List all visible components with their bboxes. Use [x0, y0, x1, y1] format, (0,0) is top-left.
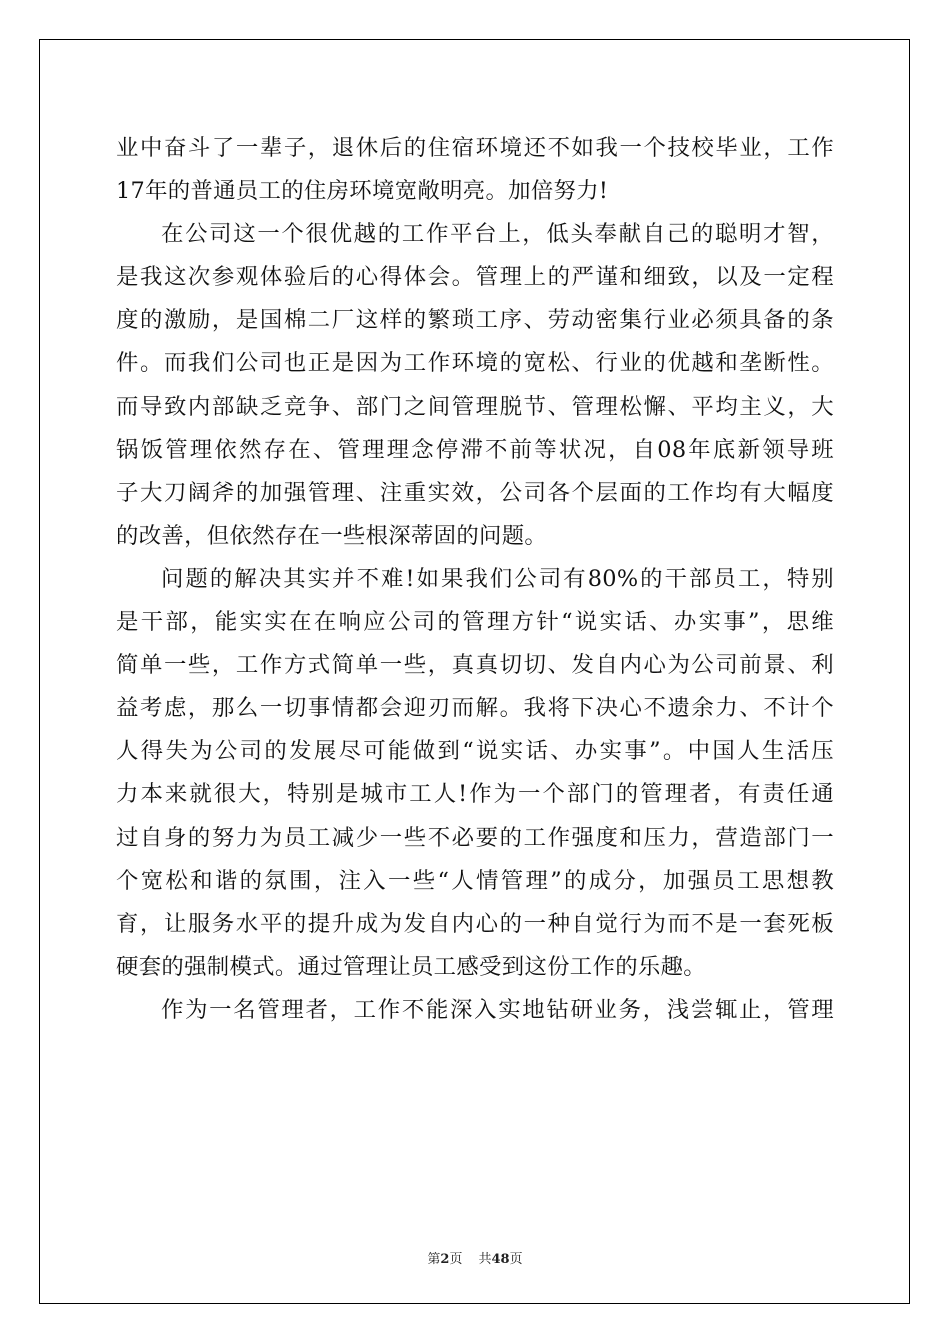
text-line: 作为一名管理者，工作不能深入实地钻研业务，浅尝辄止，管理 — [161, 996, 834, 1023]
text-line: 硬套的强制模式。通过管理让员工感受到这份工作的乐趣。 — [116, 953, 706, 980]
text-line: 17年的普通员工的住房环境宽敞明亮。加倍努力! — [116, 178, 609, 205]
page-footer — [0, 1248, 950, 1267]
text-line: 业中奋斗了一辈子，退休后的住宿环境还不如我一个技校毕业，工作 — [116, 135, 834, 161]
footer-total-pages: 48 — [491, 1252, 510, 1267]
text-line: 是我这次参观体验后的心得体会。管理上的严谨和细致，以及一定程 — [116, 264, 834, 291]
text-line: 在公司这一个很优越的工作平台上，低头奉献自己的聪明才智， — [161, 221, 834, 248]
text-line: 子大刀阔斧的加强管理、注重实效，公司各个层面的工作均有大幅度 — [116, 479, 834, 506]
footer-page-number: 2 — [440, 1252, 450, 1267]
text-line: 锅饭管理依然存在、管理理念停滞不前等状况，自08年底新领导班 — [116, 436, 834, 463]
document-body — [116, 127, 834, 1032]
text-line: 度的激励，是国棉二厂这样的繁琐工序、劳动密集行业必须具备的条 — [116, 307, 834, 334]
text-line: 力本来就很大，特别是城市工人!作为一个部门的管理者，有责任通 — [116, 781, 834, 808]
text-line: 件。而我们公司也正是因为工作环境的宽松、行业的优越和垄断性。 — [116, 350, 834, 377]
text-line: 问题的解决其实并不难!如果我们公司有80%的干部员工，特别 — [161, 565, 834, 592]
text-line: 的改善，但依然存在一些根深蒂固的问题。 — [116, 522, 548, 549]
footer-total-prefix: 共 — [478, 1252, 492, 1267]
footer-page-prefix: 第 — [427, 1252, 441, 1267]
text-line: 而导致内部缺乏竞争、部门之间管理脱节、管理松懈、平均主义，大 — [116, 393, 834, 420]
text-line: 简单一些，工作方式简单一些，真真切切、发自内心为公司前景、利 — [116, 652, 834, 679]
text-line: 益考虑，那么一切事情都会迎刃而解。我将下决心不遗余力、不计个 — [116, 695, 834, 722]
text-line: 育，让服务水平的提升成为发自内心的一种自觉行为而不是一套死板 — [116, 910, 834, 937]
text-line: 过自身的努力为员工减少一些不必要的工作强度和压力，营造部门一 — [116, 824, 834, 851]
text-line: 个宽松和谐的氛围，注入一些“人情管理”的成分，加强员工思想教 — [116, 867, 834, 894]
footer-page-suffix: 页 — [449, 1252, 463, 1267]
text-line: 是干部，能实实在在响应公司的管理方针“说实话、办实事”，思维 — [116, 609, 834, 636]
text-line: 人得失为公司的发展尽可能做到“说实话、办实事”。中国人生活压 — [116, 738, 834, 765]
footer-total-suffix: 页 — [509, 1252, 523, 1267]
